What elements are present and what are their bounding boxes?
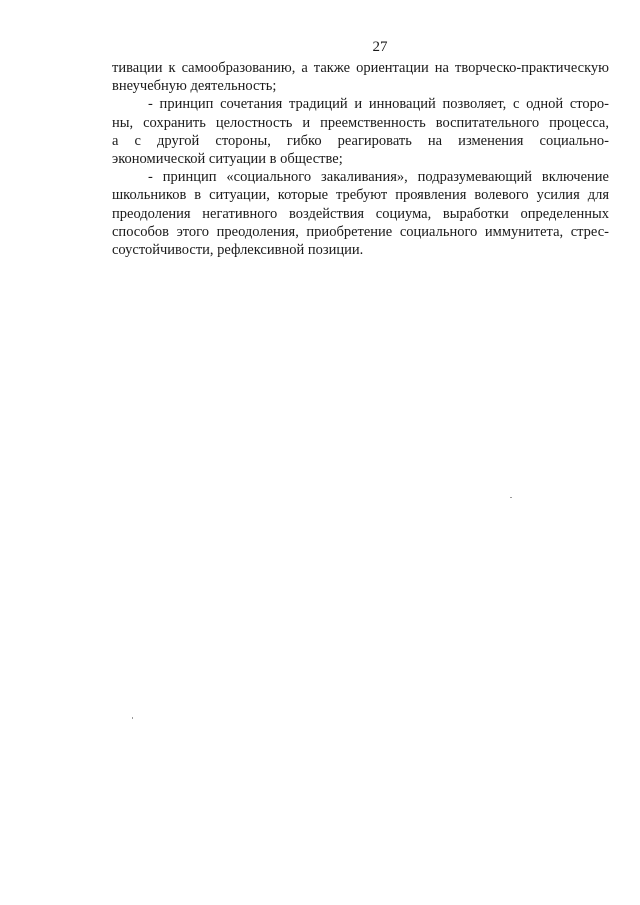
scan-speck (510, 497, 512, 498)
text-line: школьников в ситуации, которые требуют проявления волевого усилия для (112, 187, 609, 204)
text-line: экономической ситуации в обществе; (112, 150, 343, 167)
text-line: а с другой стороны, гибко реагировать на изменения социально- (112, 132, 609, 149)
text-line: тивации к самообразованию, а также ориентации на творческо-практическую (112, 60, 609, 76)
text-line: - принцип «социального закаливания», подразумевающий включение (148, 169, 609, 186)
scan-speck (132, 717, 133, 719)
text-line: соустойчивости, рефлексивной позиции. (112, 241, 364, 258)
text-line: преодоления негативного воздействия социума, выработки определенных (112, 205, 609, 222)
text-line: ны, сохранить целостность и преемственность воспитательного процесса, (112, 114, 609, 131)
text-line: способов этого преодоления, приобретение социального иммунитета, стрес- (112, 223, 609, 240)
text-line: - принцип сочетания традиций и инноваций позволяет, с одной сторо- (148, 96, 609, 113)
body-text (112, 59, 609, 259)
text-line: внеучебную деятельность; (112, 78, 277, 95)
page-number: 27 (372, 39, 388, 55)
